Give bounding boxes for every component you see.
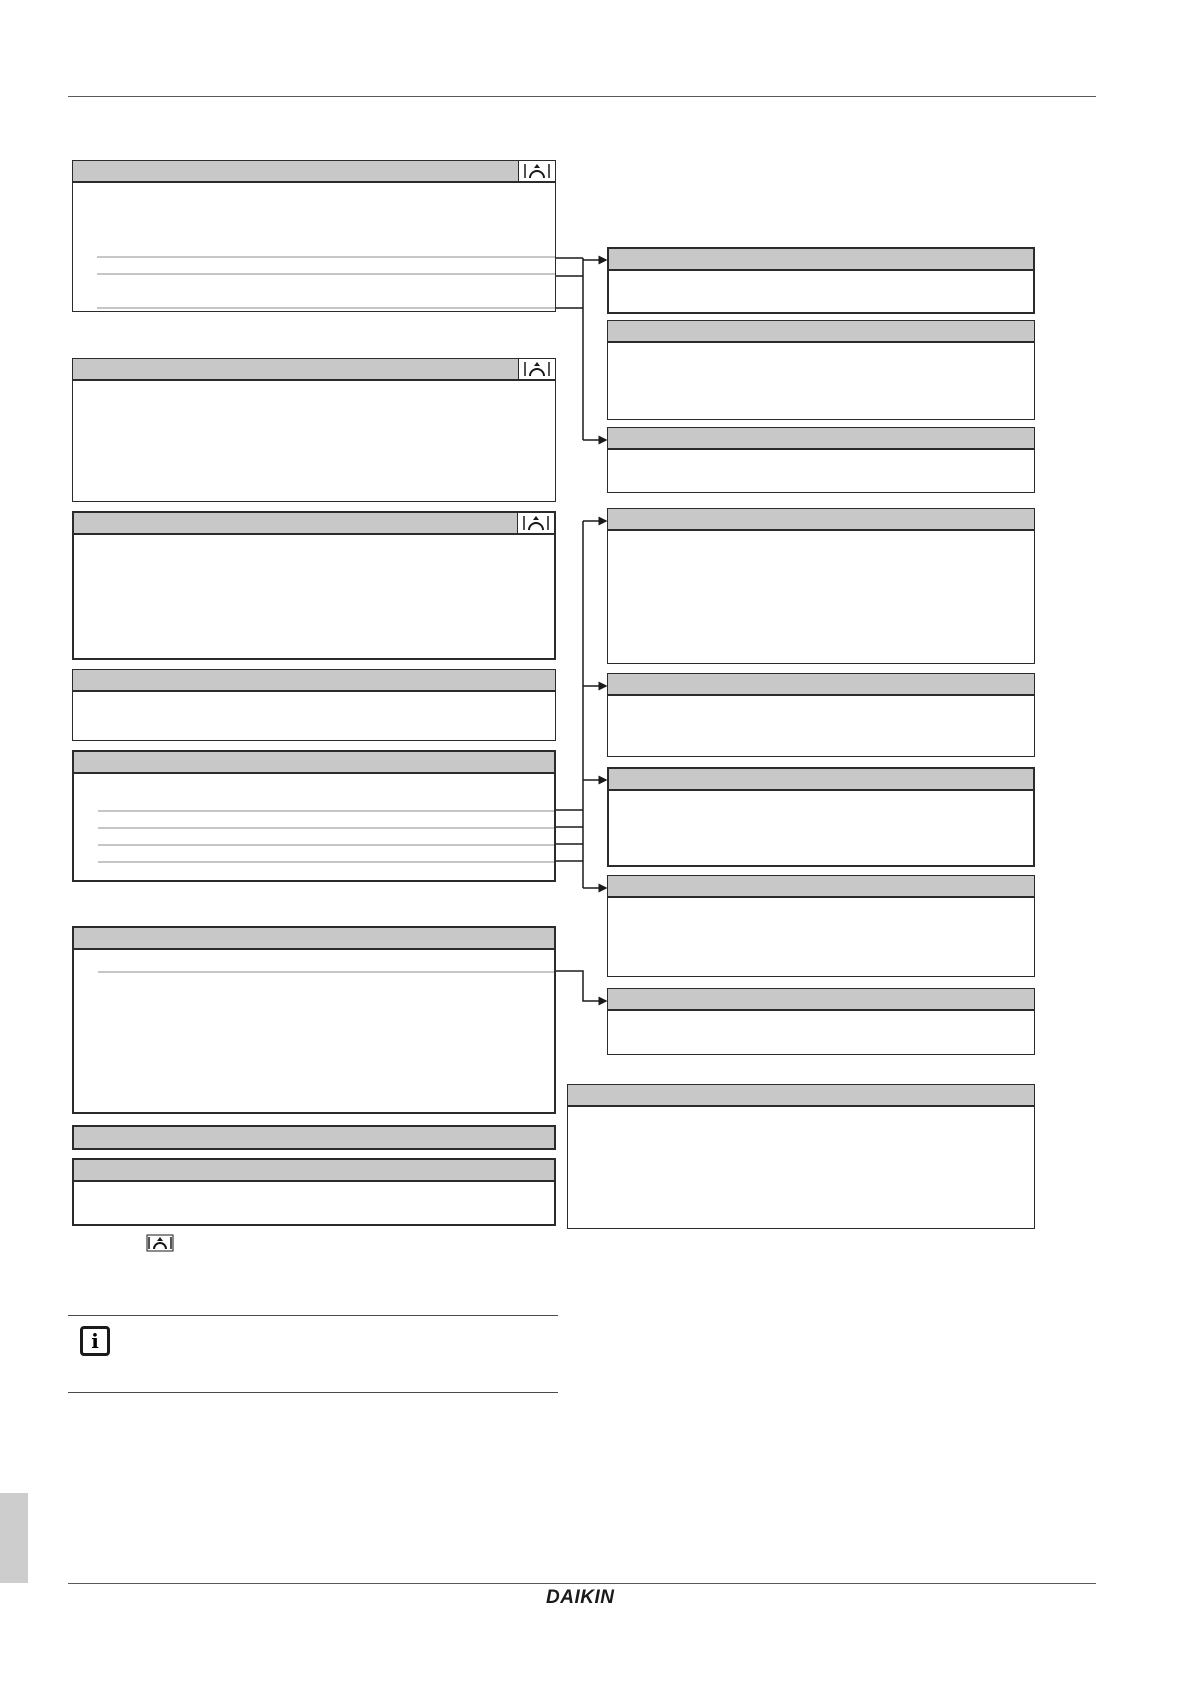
info-note <box>68 1315 558 1393</box>
rotary-knob-icon <box>145 1234 175 1252</box>
chapter-side-tab <box>0 1493 28 1583</box>
daikin-logo: DAIKIN <box>546 1587 615 1608</box>
information-icon: i <box>80 1326 110 1356</box>
info-separator <box>124 1316 125 1392</box>
footer-rule <box>68 1583 1096 1584</box>
